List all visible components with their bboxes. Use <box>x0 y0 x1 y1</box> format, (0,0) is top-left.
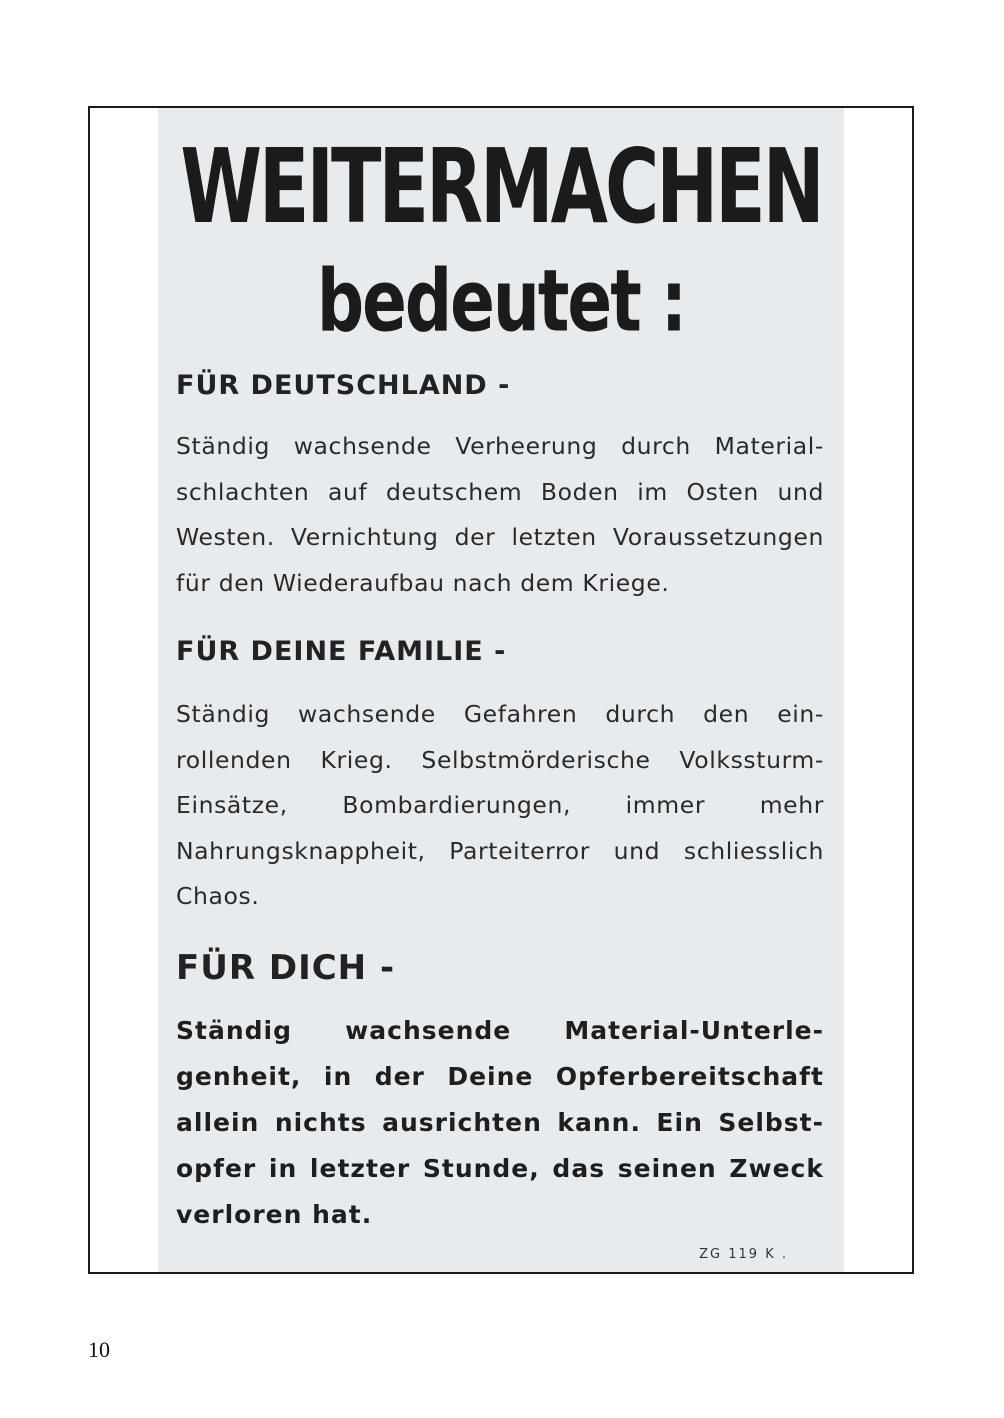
leaflet-headline: WEITERMACHEN <box>180 128 822 247</box>
section-text-familie: Ständig wachsende Gefahren durch den ein-rollenden Krieg. Selbstmörderische Volkssturm-Einsätze, Bombardierungen, immer mehr Nahrungsknappheit, Parteiterror und schliesslich Chaos. <box>176 700 824 910</box>
section-title-familie: FÜR DEINE FAMILIE - <box>176 636 507 667</box>
leaflet <box>158 108 844 1272</box>
leaflet-code: ZG 119 K . <box>699 1247 788 1262</box>
leaflet-subheadline: bedeutet : <box>316 251 686 352</box>
leaflet-frame <box>88 106 914 1274</box>
section-title-dich: FÜR DICH - <box>176 948 396 988</box>
section-text-deutschland: Ständig wachsende Verheerung durch Material-schlachten auf deutschem Boden im Osten und Westen. Vernichtung der letzten Voraussetzungen für den Wiederaufbau nach dem Kriege. <box>176 432 824 597</box>
page-number: 10 <box>88 1337 110 1362</box>
section-title-deutschland: FÜR DEUTSCHLAND - <box>176 370 511 401</box>
section-text-dich: Ständig wachsende Material-Unterle-genheit, in der Deine Opferbereitschaft allein nichts ausrichten kann. Ein Selbst-opfer in letzter Stunde, das seinen Zweck verloren hat. <box>176 1016 824 1229</box>
